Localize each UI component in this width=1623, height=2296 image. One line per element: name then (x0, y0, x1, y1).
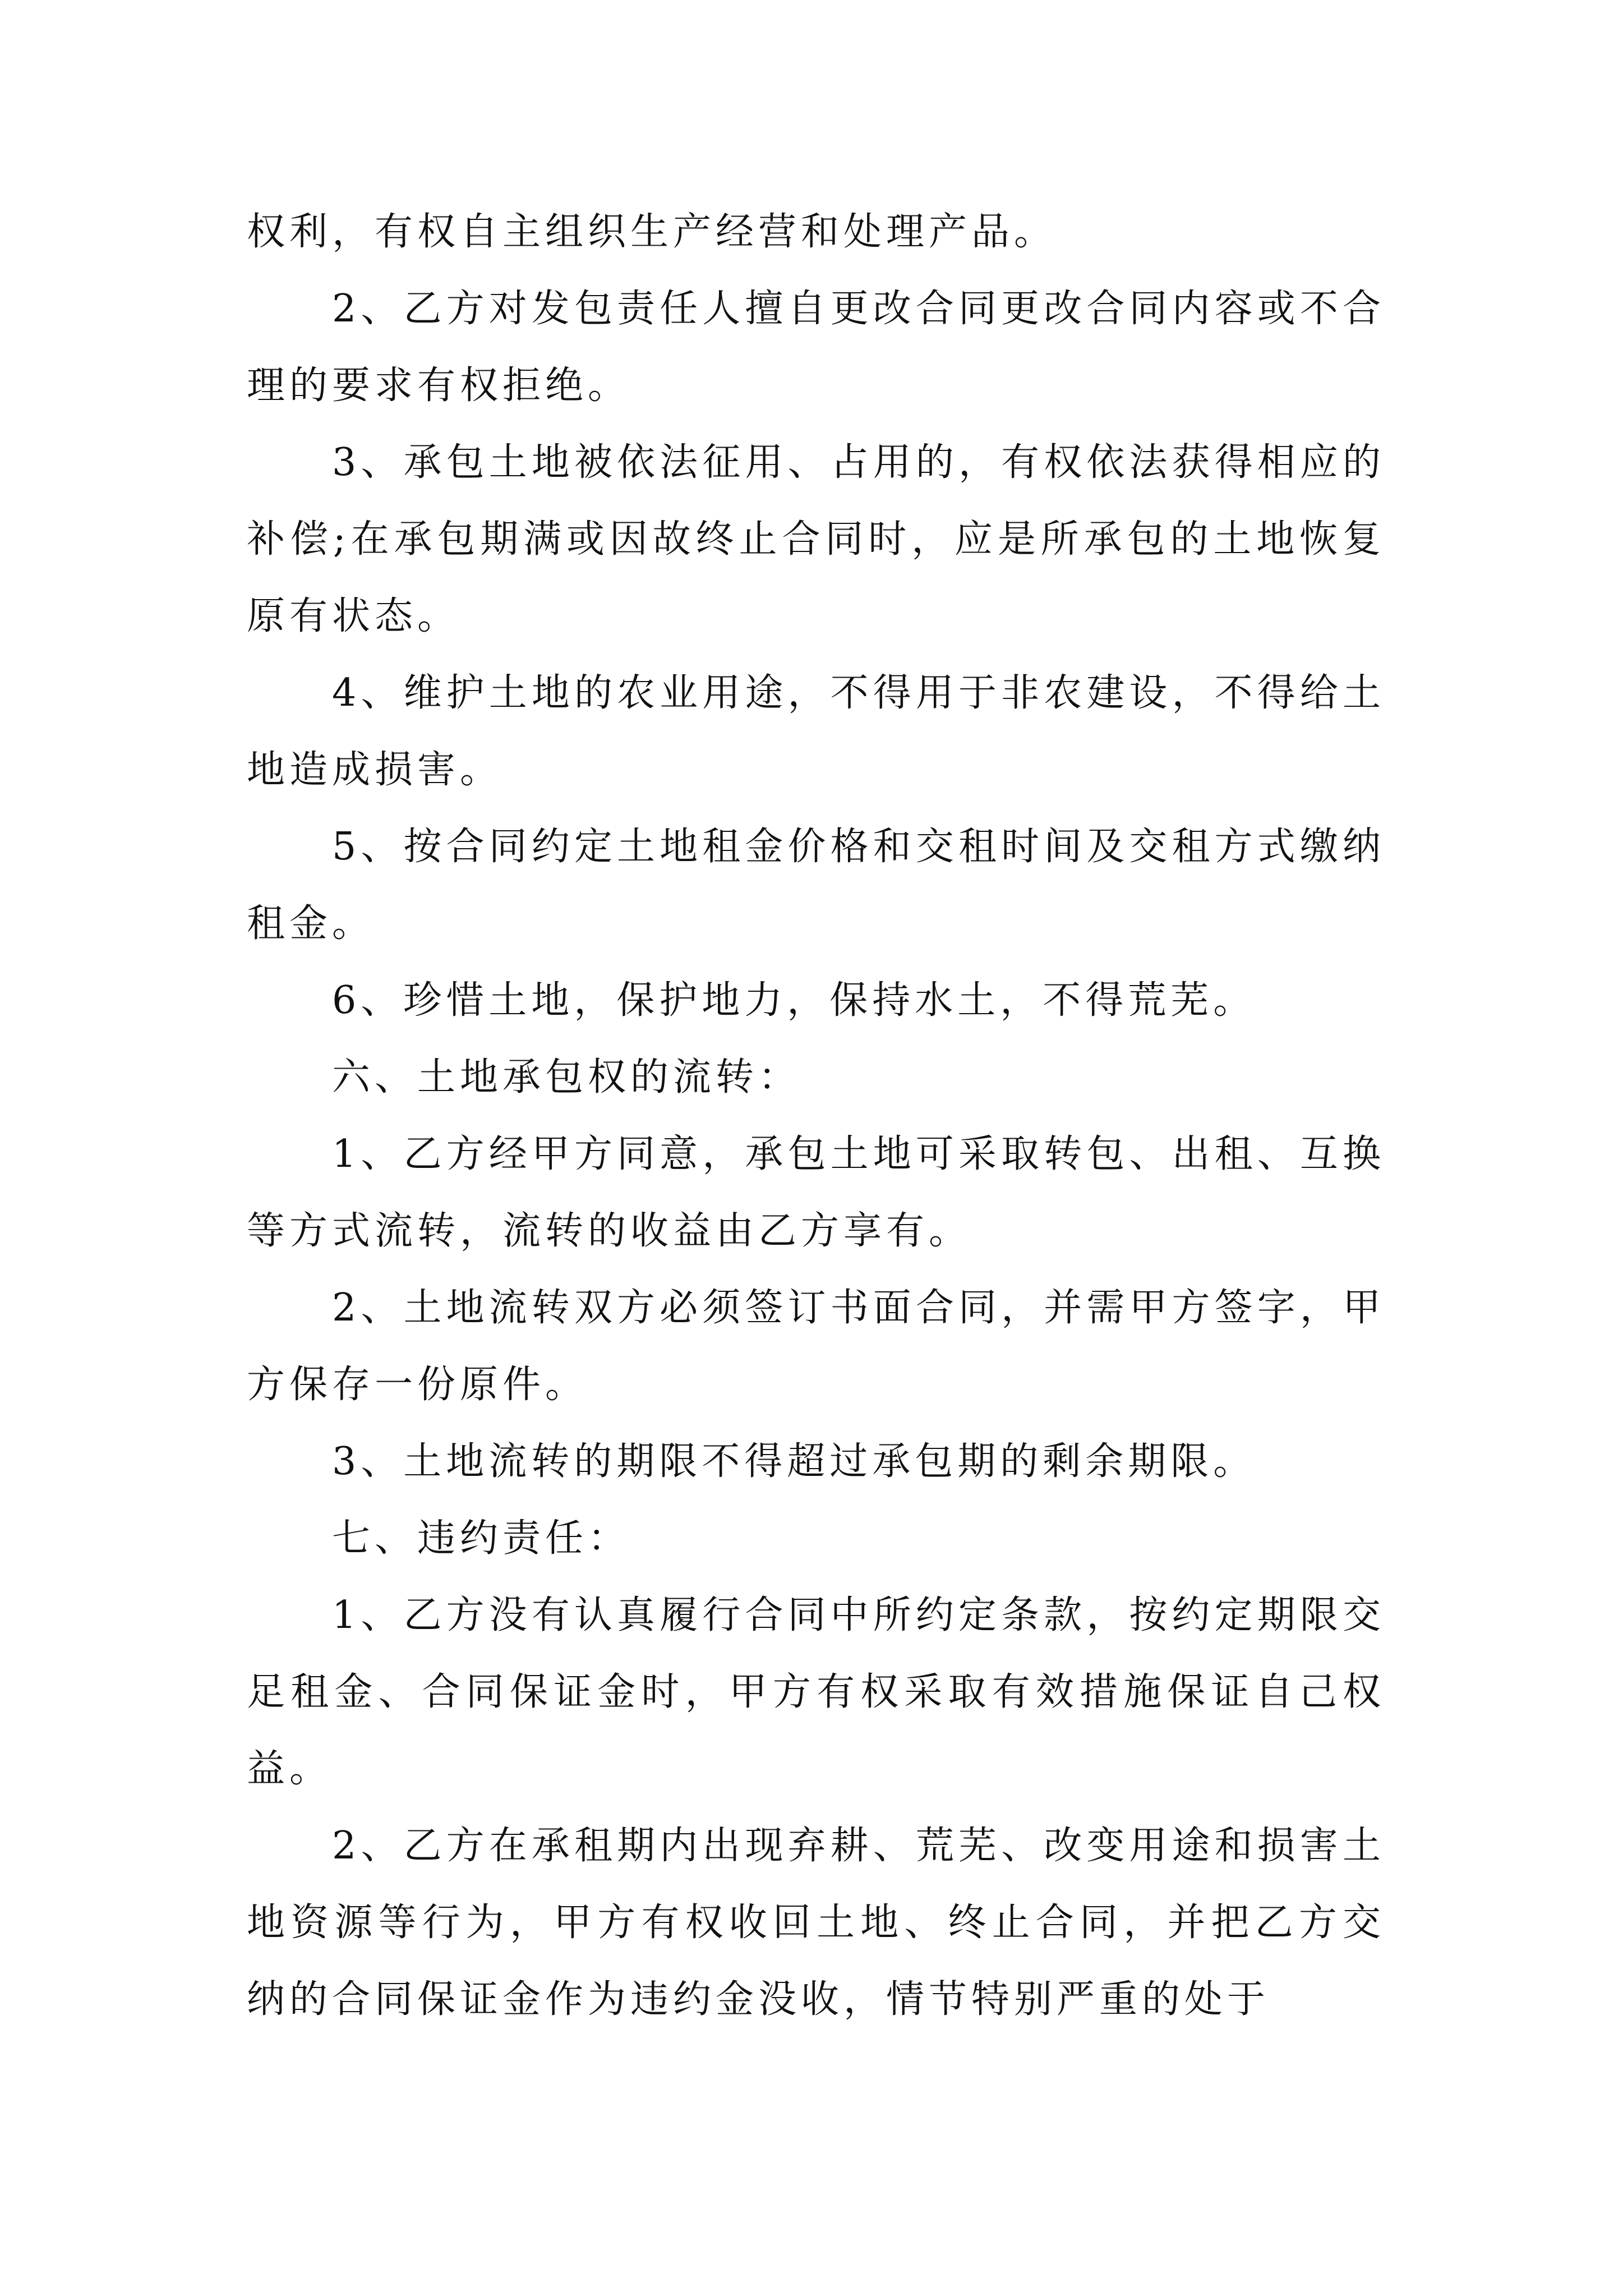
paragraph: 2、乙方在承租期内出现弃耕、荒芜、改变用途和损害土地资源等行为，甲方有权收回土地、终止合同，并把乙方交纳的合同保证金作为违约金没收，情节特别严重的处于 (247, 1824, 1385, 2022)
paragraph: 1、乙方没有认真履行合同中所约定条款，按约定期限交足租金、合同保证金时，甲方有权采取有效措施保证自己权益。 (247, 1593, 1385, 1791)
document-body (247, 194, 1385, 2038)
paragraph: 6、珍惜土地，保护地力，保持水土，不得荒芜。 (332, 978, 1256, 1023)
paragraph: 3、承包土地被依法征用、占用的，有权依法获得相应的补偿;在承包期满或因故终止合同时，应是所承包的土地恢复原有状态。 (247, 440, 1385, 638)
section-heading: 七、违约责任： (332, 1516, 631, 1561)
paragraph: 5、按合同约定土地租金价格和交租时间及交租方式缴纳租金。 (247, 825, 1385, 946)
paragraph: 3、土地流转的期限不得超过承包期的剩余期限。 (332, 1439, 1256, 1484)
paragraph: 1、乙方经甲方同意，承包土地可采取转包、出租、互换等方式流转，流转的收益由乙方享有。 (247, 1132, 1385, 1253)
paragraph: 权利，有权自主组织生产经营和处理产品。 (247, 210, 1057, 254)
paragraph: 2、乙方对发包责任人擅自更改合同更改合同内容或不合理的要求有权拒绝。 (247, 287, 1385, 408)
section-heading: 六、土地承包权的流转： (332, 1055, 801, 1099)
paragraph: 4、维护土地的农业用途，不得用于非农建设，不得给土地造成损害。 (247, 671, 1385, 792)
paragraph: 2、土地流转双方必须签订书面合同，并需甲方签字，甲方保存一份原件。 (247, 1286, 1385, 1407)
